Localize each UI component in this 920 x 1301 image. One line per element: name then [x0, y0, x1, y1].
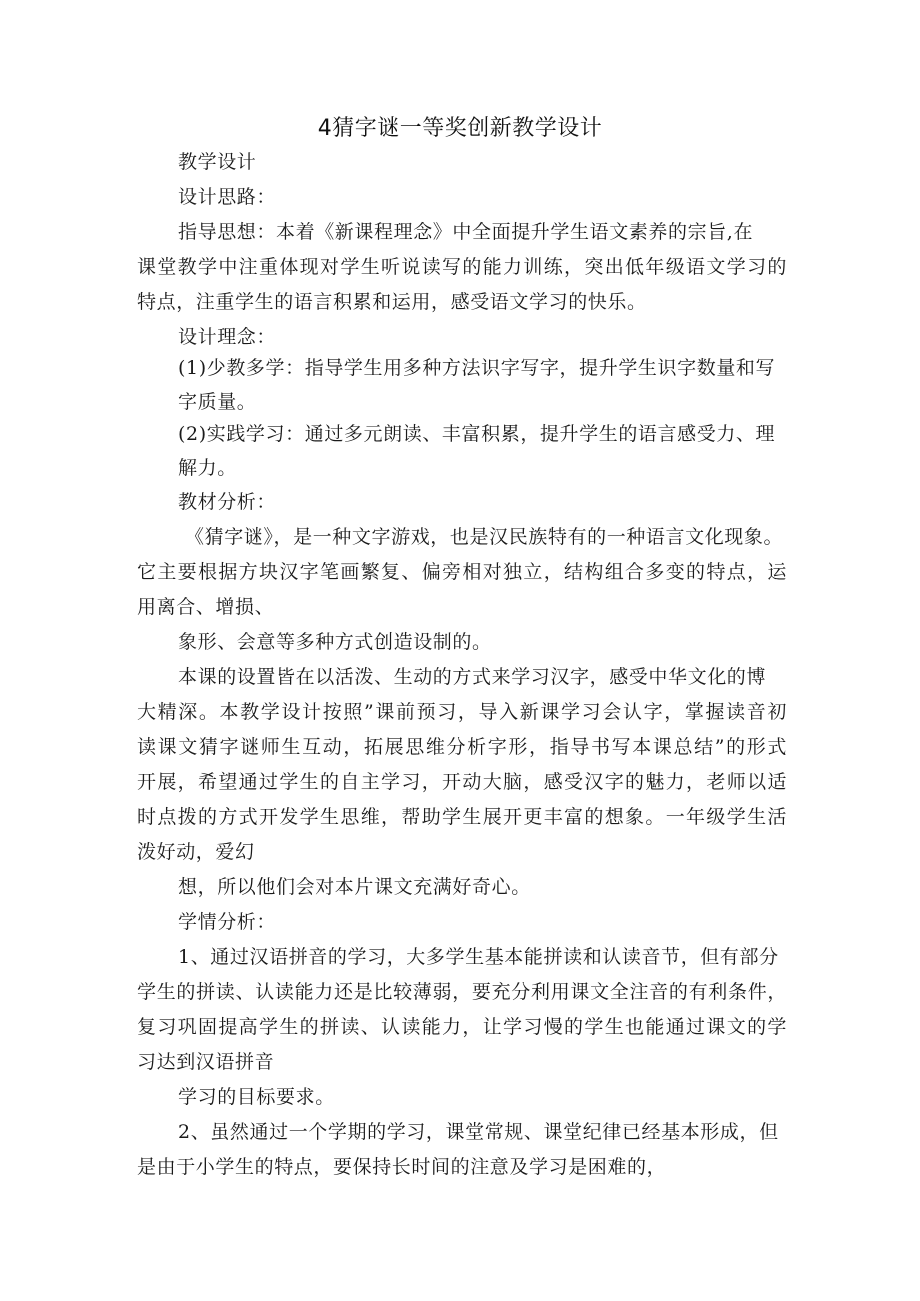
text-line: 1、通过汉语拼音的学习，大多学生基本能拼读和认读音节，但有部分 — [178, 946, 779, 968]
text-line: 教学设计 — [178, 151, 257, 173]
text-line: 学生的拼读、认读能力还是比较薄弱，要充分利用课文全注音的有利条件， — [137, 981, 787, 1003]
document-title: 4猜字谜一等奖创新教学设计 — [317, 116, 603, 141]
text-line: (2)实践学习：通过多元朗读、丰富积累，提升学生的语言感受力、理 — [178, 423, 776, 445]
text-line: (1)少教多学：指导学生用多种方法识字写字，提升学生识字数量和写 — [178, 357, 776, 379]
text-line: 《猜字谜》，是一种文字游戏，也是汉民族特有的一种语言文化现象。 — [185, 526, 784, 548]
text-line: 习达到汉语拼音 — [137, 1051, 275, 1073]
text-line: 大精深。本教学设计按照”课前预习，导入新课学习会认字，掌握读音初 — [137, 701, 787, 723]
text-line: 2、虽然通过一个学期的学习，课堂常规、课堂纪律已经基本形成，但 — [178, 1121, 779, 1143]
text-line: 字质量。 — [178, 391, 257, 413]
text-line: 指导思想：本着《新课程理念》中全面提升学生语文素养的宗旨,在 — [178, 221, 754, 243]
text-line: 是由于小学生的特点，要保持长时间的注意及学习是困难的， — [137, 1156, 667, 1178]
text-line: 用离合、增损、 — [137, 596, 275, 618]
text-line: 泼好动，爱幻 — [137, 841, 255, 863]
text-line: 教材分析： — [178, 491, 277, 513]
text-line: 本课的设置皆在以活泼、生动的方式来学习汉字，感受中华文化的博 — [178, 666, 767, 688]
text-line: 设计理念： — [178, 326, 277, 348]
text-line: 读课文猜字谜师生互动，拓展思维分析字形，指导书写本课总结”的形式 — [137, 736, 787, 758]
text-line: 学情分析： — [178, 911, 277, 933]
text-line: 设计思路： — [178, 186, 277, 208]
text-line: 时点拨的方式开发学生思维，帮助学生展开更丰富的想象。一年级学生活 — [137, 806, 787, 828]
text-line: 特点，注重学生的语言积累和运用，感受语文学习的快乐。 — [137, 291, 647, 313]
text-line: 学习的目标要求。 — [178, 1086, 335, 1108]
text-line: 课堂教学中注重体现对学生听说读写的能力训练，突出低年级语文学习的 — [137, 256, 787, 278]
text-line: 开展，希望通过学生的自主学习，开动大脑，感受汉字的魅力，老师以适 — [137, 771, 787, 793]
text-line: 解力。 — [178, 457, 237, 479]
text-line: 复习巩固提高学生的拼读、认读能力，让学习慢的学生也能通过课文的学 — [137, 1016, 787, 1038]
text-line: 它主要根据方块汉字笔画繁复、偏旁相对独立，结构组合多变的特点，运 — [137, 561, 787, 583]
text-line: 象形、会意等多种方式创造设制的。 — [178, 631, 492, 653]
text-line: 想，所以他们会对本片课文充满好奇心。 — [178, 876, 531, 898]
